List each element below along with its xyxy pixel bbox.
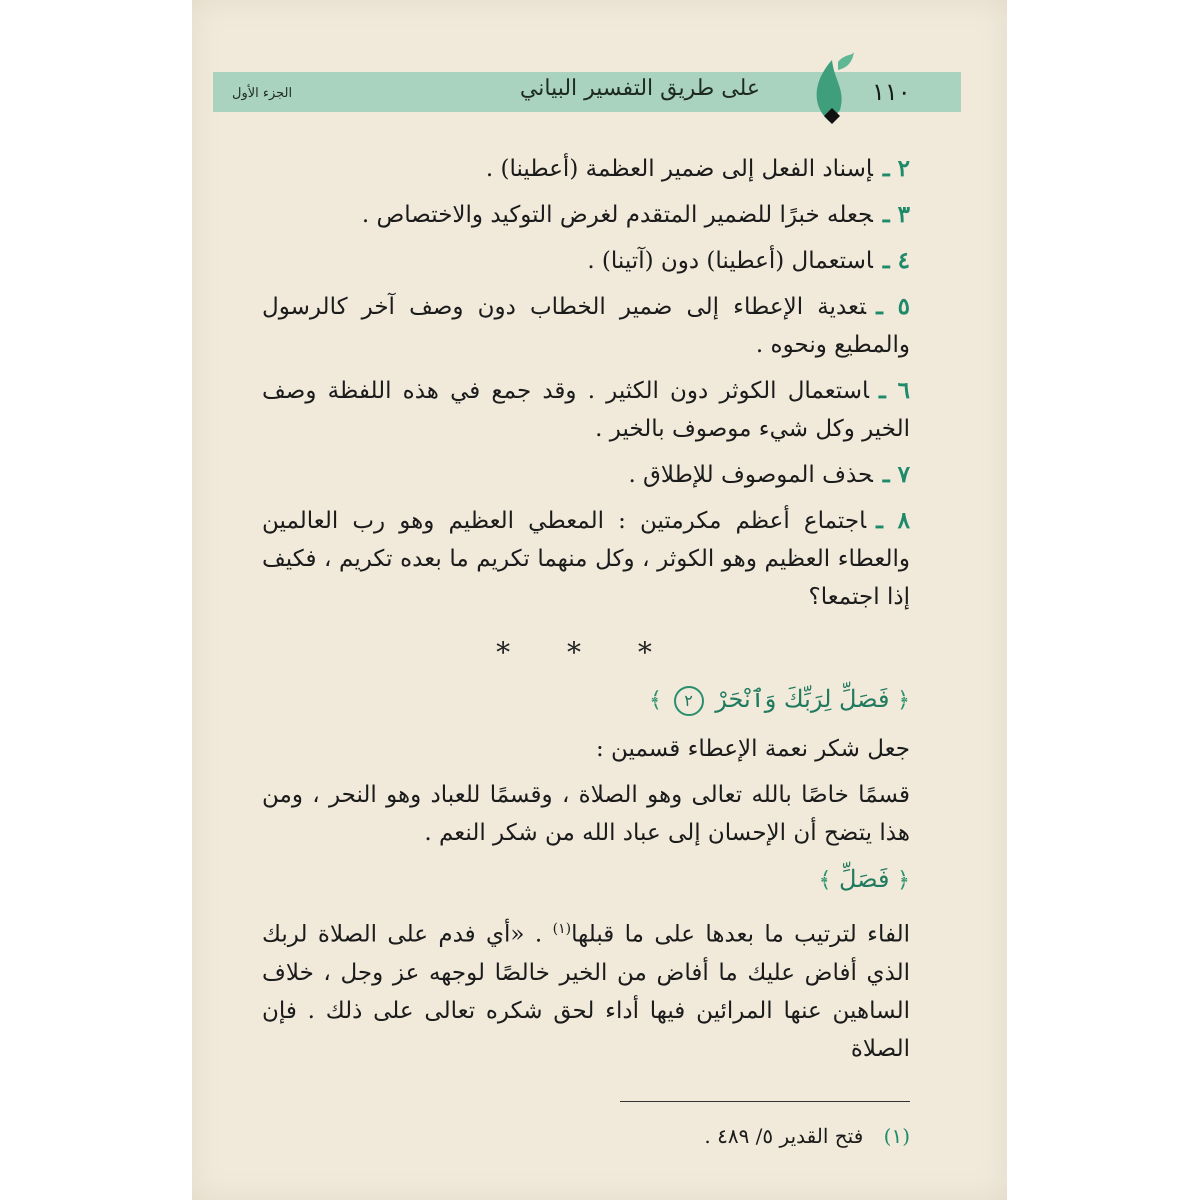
page-number: ١١٠ [872, 78, 911, 106]
verse-number: ٢ [674, 686, 704, 716]
item-number: ٦ ـ [879, 377, 911, 404]
list-item [262, 150, 910, 188]
list-item [262, 456, 910, 494]
paragraph: قسمًا خاصًا بالله تعالى وهو الصلاة ، وقسمًا للعباد وهو النحر ، ومن هذا يتضح أن الإحسان إلى عباد الله من شكر النعم . [262, 782, 910, 846]
leaf-ornament-icon [800, 50, 860, 130]
item-text: حذف الموصوف للإطلاق . [628, 462, 873, 488]
list-item [262, 372, 910, 448]
footnote-text: فتح القدير ٥/ ٤٨٩ . [704, 1124, 864, 1148]
book-title: على طريق التفسير البياني [519, 76, 760, 101]
footnote-divider [620, 1101, 910, 1102]
item-text: استعمال (أعطينا) دون (آتينا) . [587, 248, 873, 274]
item-text: إسناد الفعل إلى ضمير العظمة (أعطينا) . [485, 156, 873, 182]
paragraph: جعل شكر نعمة الإعطاء قسمين : [595, 736, 910, 762]
quran-verse-word [262, 860, 910, 900]
item-text: استعمال الكوثر دون الكثير . وقد جمع في هذه اللفظة وصف الخير وكل شيء موصوف بالخير . [262, 378, 910, 442]
item-text: اجتماع أعظم مكرمتين : المعطي العظيم وهو رب العالمين والعطاء العظيم وهو الكوثر ، وكل منهما تكريم ما بعده تكريم ، فكيف إذا اجتمعا؟ [262, 508, 910, 610]
verse-text: فَصَلِّ لِرَبِّكَ وَٱنْحَرْ [715, 685, 890, 713]
page-content [262, 150, 910, 1076]
verse-open-bracket: ﴿ [897, 868, 910, 893]
verse-close-bracket: ﴾ [649, 688, 662, 713]
verse-text: فَصَلِّ [839, 865, 890, 893]
section-separator: * * * [496, 636, 676, 669]
item-text: جعله خبرًا للضمير المتقدم لغرض التوكيد والاختصاص . [361, 202, 873, 228]
list-item [262, 242, 910, 280]
book-part: الجزء الأول [232, 86, 293, 101]
footnote-number: (١) [883, 1124, 910, 1148]
list-item [262, 502, 910, 616]
list-item [262, 196, 910, 234]
list-item [262, 288, 910, 364]
footnote-ref[interactable]: (١) [552, 921, 572, 937]
item-text: تعدية الإعطاء إلى ضمير الخطاب دون وصف آخر كالرسول والمطيع ونحوه . [262, 294, 910, 358]
item-number: ٥ ـ [876, 293, 910, 320]
paragraph-text: . «أي فدم على الصلاة لربك الذي أفاض عليك ما أفاض من الخير خالصًا لوجهه عز وجل ، خلاف الساهين عنها المرائين فيها أداء لحق شكره تعالى على ذلك . فإن الصلاة [262, 921, 910, 1062]
item-number: ٤ ـ [882, 247, 910, 274]
footnote [704, 1124, 910, 1148]
quran-verse [262, 680, 910, 720]
item-number: ٣ ـ [882, 201, 910, 228]
item-number: ٧ ـ [882, 461, 910, 488]
item-number: ٢ ـ [882, 155, 910, 182]
paragraph-text: الفاء لترتيب ما بعدها على ما قبلها [571, 921, 910, 948]
verse-open-bracket: ﴿ [897, 688, 910, 713]
item-number: ٨ ـ [876, 507, 910, 534]
paragraph [262, 910, 910, 1068]
verse-close-bracket: ﴾ [818, 868, 832, 893]
